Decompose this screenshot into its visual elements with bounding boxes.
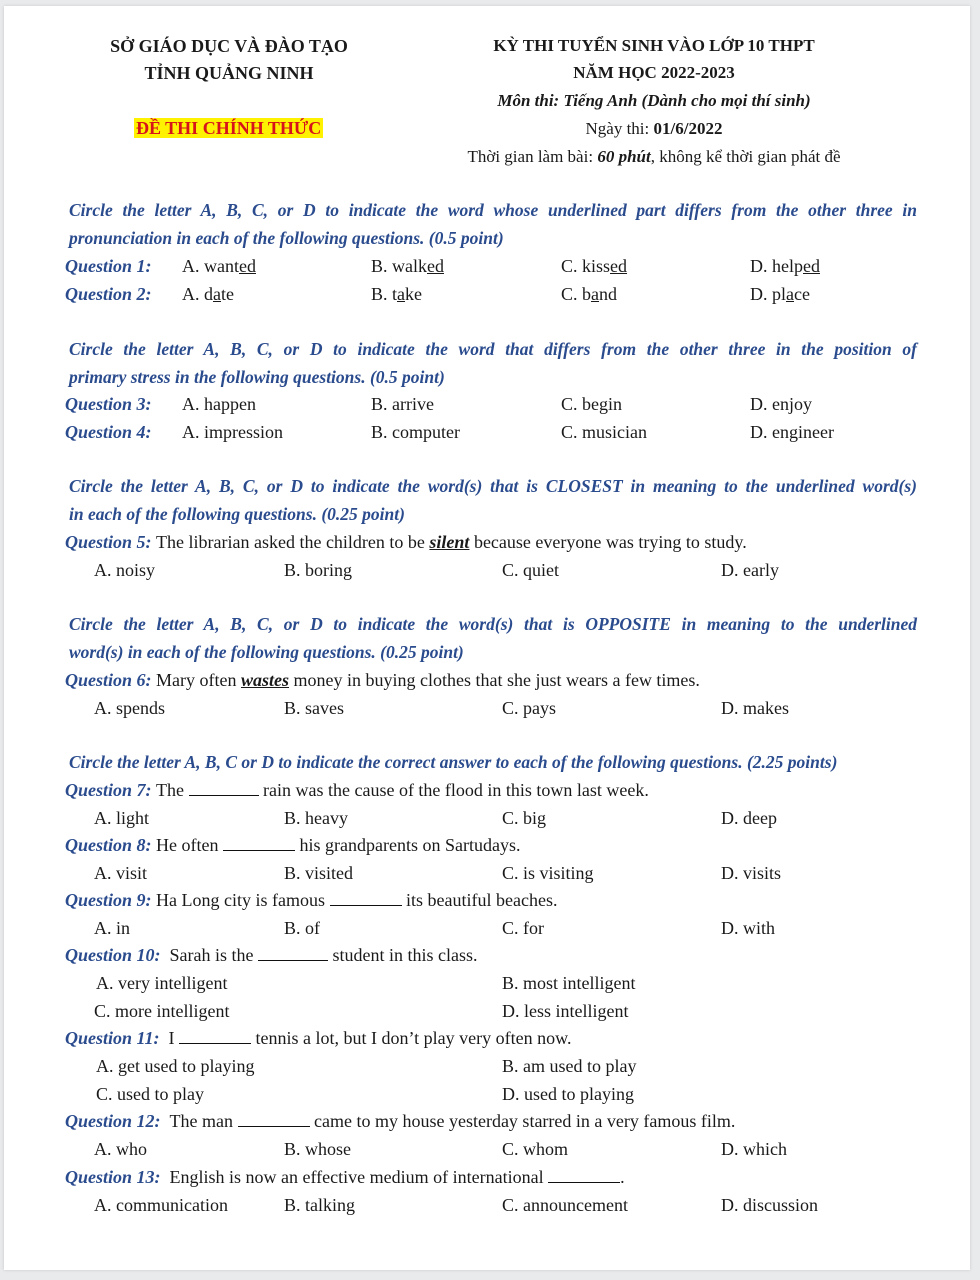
q13-option-d[interactable]: D. discussion <box>721 1195 819 1215</box>
department-name: SỞ GIÁO DỤC VÀ ĐÀO TẠO <box>110 36 348 56</box>
q13-option-a[interactable]: A. communication <box>94 1195 228 1215</box>
section-instruction-correct-answer: Circle the letter A, B, C or D to indicate the correct answer to each of the following questions. (2.25 points) <box>69 752 838 772</box>
q10-option-c[interactable]: C. more intelligent <box>94 1001 230 1021</box>
q12-option-a[interactable]: A. who <box>94 1139 147 1159</box>
q11-option-d[interactable]: D. used to playing <box>502 1084 634 1104</box>
q6-option-b[interactable]: B. saves <box>284 698 344 718</box>
q2-option-d[interactable]: D. place <box>750 284 810 304</box>
q8-option-a[interactable]: A. visit <box>94 863 148 883</box>
question-5: Question 5: The librarian asked the children to be silent because everyone was trying to study. <box>65 532 747 552</box>
question-7: Question 7: The rain was the cause of the flood in this town last week. <box>65 780 649 800</box>
q7-option-d[interactable]: D. deep <box>721 808 777 828</box>
q11-option-b[interactable]: B. am used to play <box>502 1056 637 1076</box>
q2-option-c[interactable]: C. band <box>561 284 618 304</box>
section-instruction-opposite: Circle the letter A, B, C, or D to indicate the word(s) that is OPPOSITE in meaning to the underlined word(s) in each of the following questions. (0.25 point) <box>69 614 917 662</box>
question-10: Question 10: Sarah is the student in this class. <box>65 945 478 965</box>
q10-option-a[interactable]: A. very intelligent <box>96 973 228 993</box>
question-13: Question 13: English is now an effective medium of international . <box>65 1167 625 1187</box>
exam-title: KỲ THI TUYỂN SINH VÀO LỚP 10 THPT <box>493 36 815 55</box>
q2-option-b[interactable]: B. take <box>371 284 423 304</box>
q6-option-c[interactable]: C. pays <box>502 698 556 718</box>
q8-option-d[interactable]: D. visits <box>721 863 782 883</box>
question-4: Question 4: <box>65 422 152 442</box>
q8-option-b[interactable]: B. visited <box>284 863 354 883</box>
q13-option-b[interactable]: B. talking <box>284 1195 355 1215</box>
question-3: Question 3: <box>65 394 152 414</box>
q4-option-d[interactable]: D. engineer <box>750 422 834 442</box>
q12-option-c[interactable]: C. whom <box>502 1139 569 1159</box>
q6-option-d[interactable]: D. makes <box>721 698 789 718</box>
exam-date: Ngày thi: 01/6/2022 <box>585 119 723 138</box>
section-instruction-closest: Circle the letter A, B, C, or D to indicate the word(s) that is CLOSEST in meaning to the underlined word(s) in each of the following questions. (0.25 point) <box>69 476 917 524</box>
q10-option-b[interactable]: B. most intelligent <box>502 973 636 993</box>
question-1: Question 1: <box>65 256 152 276</box>
province-name: TỈNH QUẢNG NINH <box>144 63 314 83</box>
q4-option-c[interactable]: C. musician <box>561 422 647 442</box>
q1-option-d[interactable]: D. helped <box>750 256 820 276</box>
question-6: Question 6: Mary often wastes money in buying clothes that she just wears a few times. <box>65 670 700 690</box>
q3-option-d[interactable]: D. enjoy <box>750 394 812 414</box>
exam-paper <box>4 6 970 1270</box>
q5-option-b[interactable]: B. boring <box>284 560 353 580</box>
q7-option-c[interactable]: C. big <box>502 808 547 828</box>
q11-option-c[interactable]: C. used to play <box>96 1084 204 1104</box>
section-instruction-stress: Circle the letter A, B, C, or D to indicate the word that differs from the other three in the position of primary stress in the following questions. (0.5 point) <box>69 339 917 387</box>
q3-option-a[interactable]: A. happen <box>182 394 256 414</box>
q9-option-b[interactable]: B. of <box>284 918 320 938</box>
q9-option-a[interactable]: A. in <box>94 918 130 938</box>
q9-option-c[interactable]: C. for <box>502 918 544 938</box>
q4-option-a[interactable]: A. impression <box>182 422 283 442</box>
q6-option-a[interactable]: A. spends <box>94 698 165 718</box>
question-9: Question 9: Ha Long city is famous its beautiful beaches. <box>65 890 558 910</box>
q9-option-d[interactable]: D. with <box>721 918 775 938</box>
q13-option-c[interactable]: C. announcement <box>502 1195 628 1215</box>
q1-option-b[interactable]: B. walked <box>371 256 444 276</box>
exam-subject: Môn thi: Tiếng Anh (Dành cho mọi thí sinh) <box>497 91 811 110</box>
q1-option-c[interactable]: C. kissed <box>561 256 628 276</box>
q8-option-c[interactable]: C. is visiting <box>502 863 594 883</box>
question-12: Question 12: The man came to my house yesterday starred in a very famous film. <box>65 1111 736 1131</box>
section-instruction-pronunciation: Circle the letter A, B, C, or D to indicate the word whose underlined part differs from the other three in pronunciation in each of the following questions. (0.5 point) <box>69 200 917 248</box>
q4-option-b[interactable]: B. computer <box>371 422 460 442</box>
q11-option-a[interactable]: A. get used to playing <box>96 1056 255 1076</box>
question-8: Question 8: He often his grandparents on Sartudays. <box>65 835 521 855</box>
q10-option-d[interactable]: D. less intelligent <box>502 1001 629 1021</box>
exam-duration: Thời gian làm bài: 60 phút, không kể thời gian phát đề <box>467 147 841 166</box>
q7-option-b[interactable]: B. heavy <box>284 808 348 828</box>
question-11: Question 11: I tennis a lot, but I don’t play very often now. <box>65 1028 572 1048</box>
q5-option-d[interactable]: D. early <box>721 560 779 580</box>
q2-option-a[interactable]: A. date <box>182 284 234 304</box>
q3-option-c[interactable]: C. begin <box>561 394 622 414</box>
q3-option-b[interactable]: B. arrive <box>371 394 434 414</box>
q5-option-a[interactable]: A. noisy <box>94 560 156 580</box>
question-2: Question 2: <box>65 284 152 304</box>
q1-option-a[interactable]: A. wanted <box>182 256 256 276</box>
official-exam-badge: ĐỀ THI CHÍNH THỨC <box>136 118 322 138</box>
q12-option-d[interactable]: D. which <box>721 1139 787 1159</box>
q12-option-b[interactable]: B. whose <box>284 1139 351 1159</box>
q5-option-c[interactable]: C. quiet <box>502 560 559 580</box>
q7-option-a[interactable]: A. light <box>94 808 150 828</box>
school-year: NĂM HỌC 2022-2023 <box>573 63 735 82</box>
